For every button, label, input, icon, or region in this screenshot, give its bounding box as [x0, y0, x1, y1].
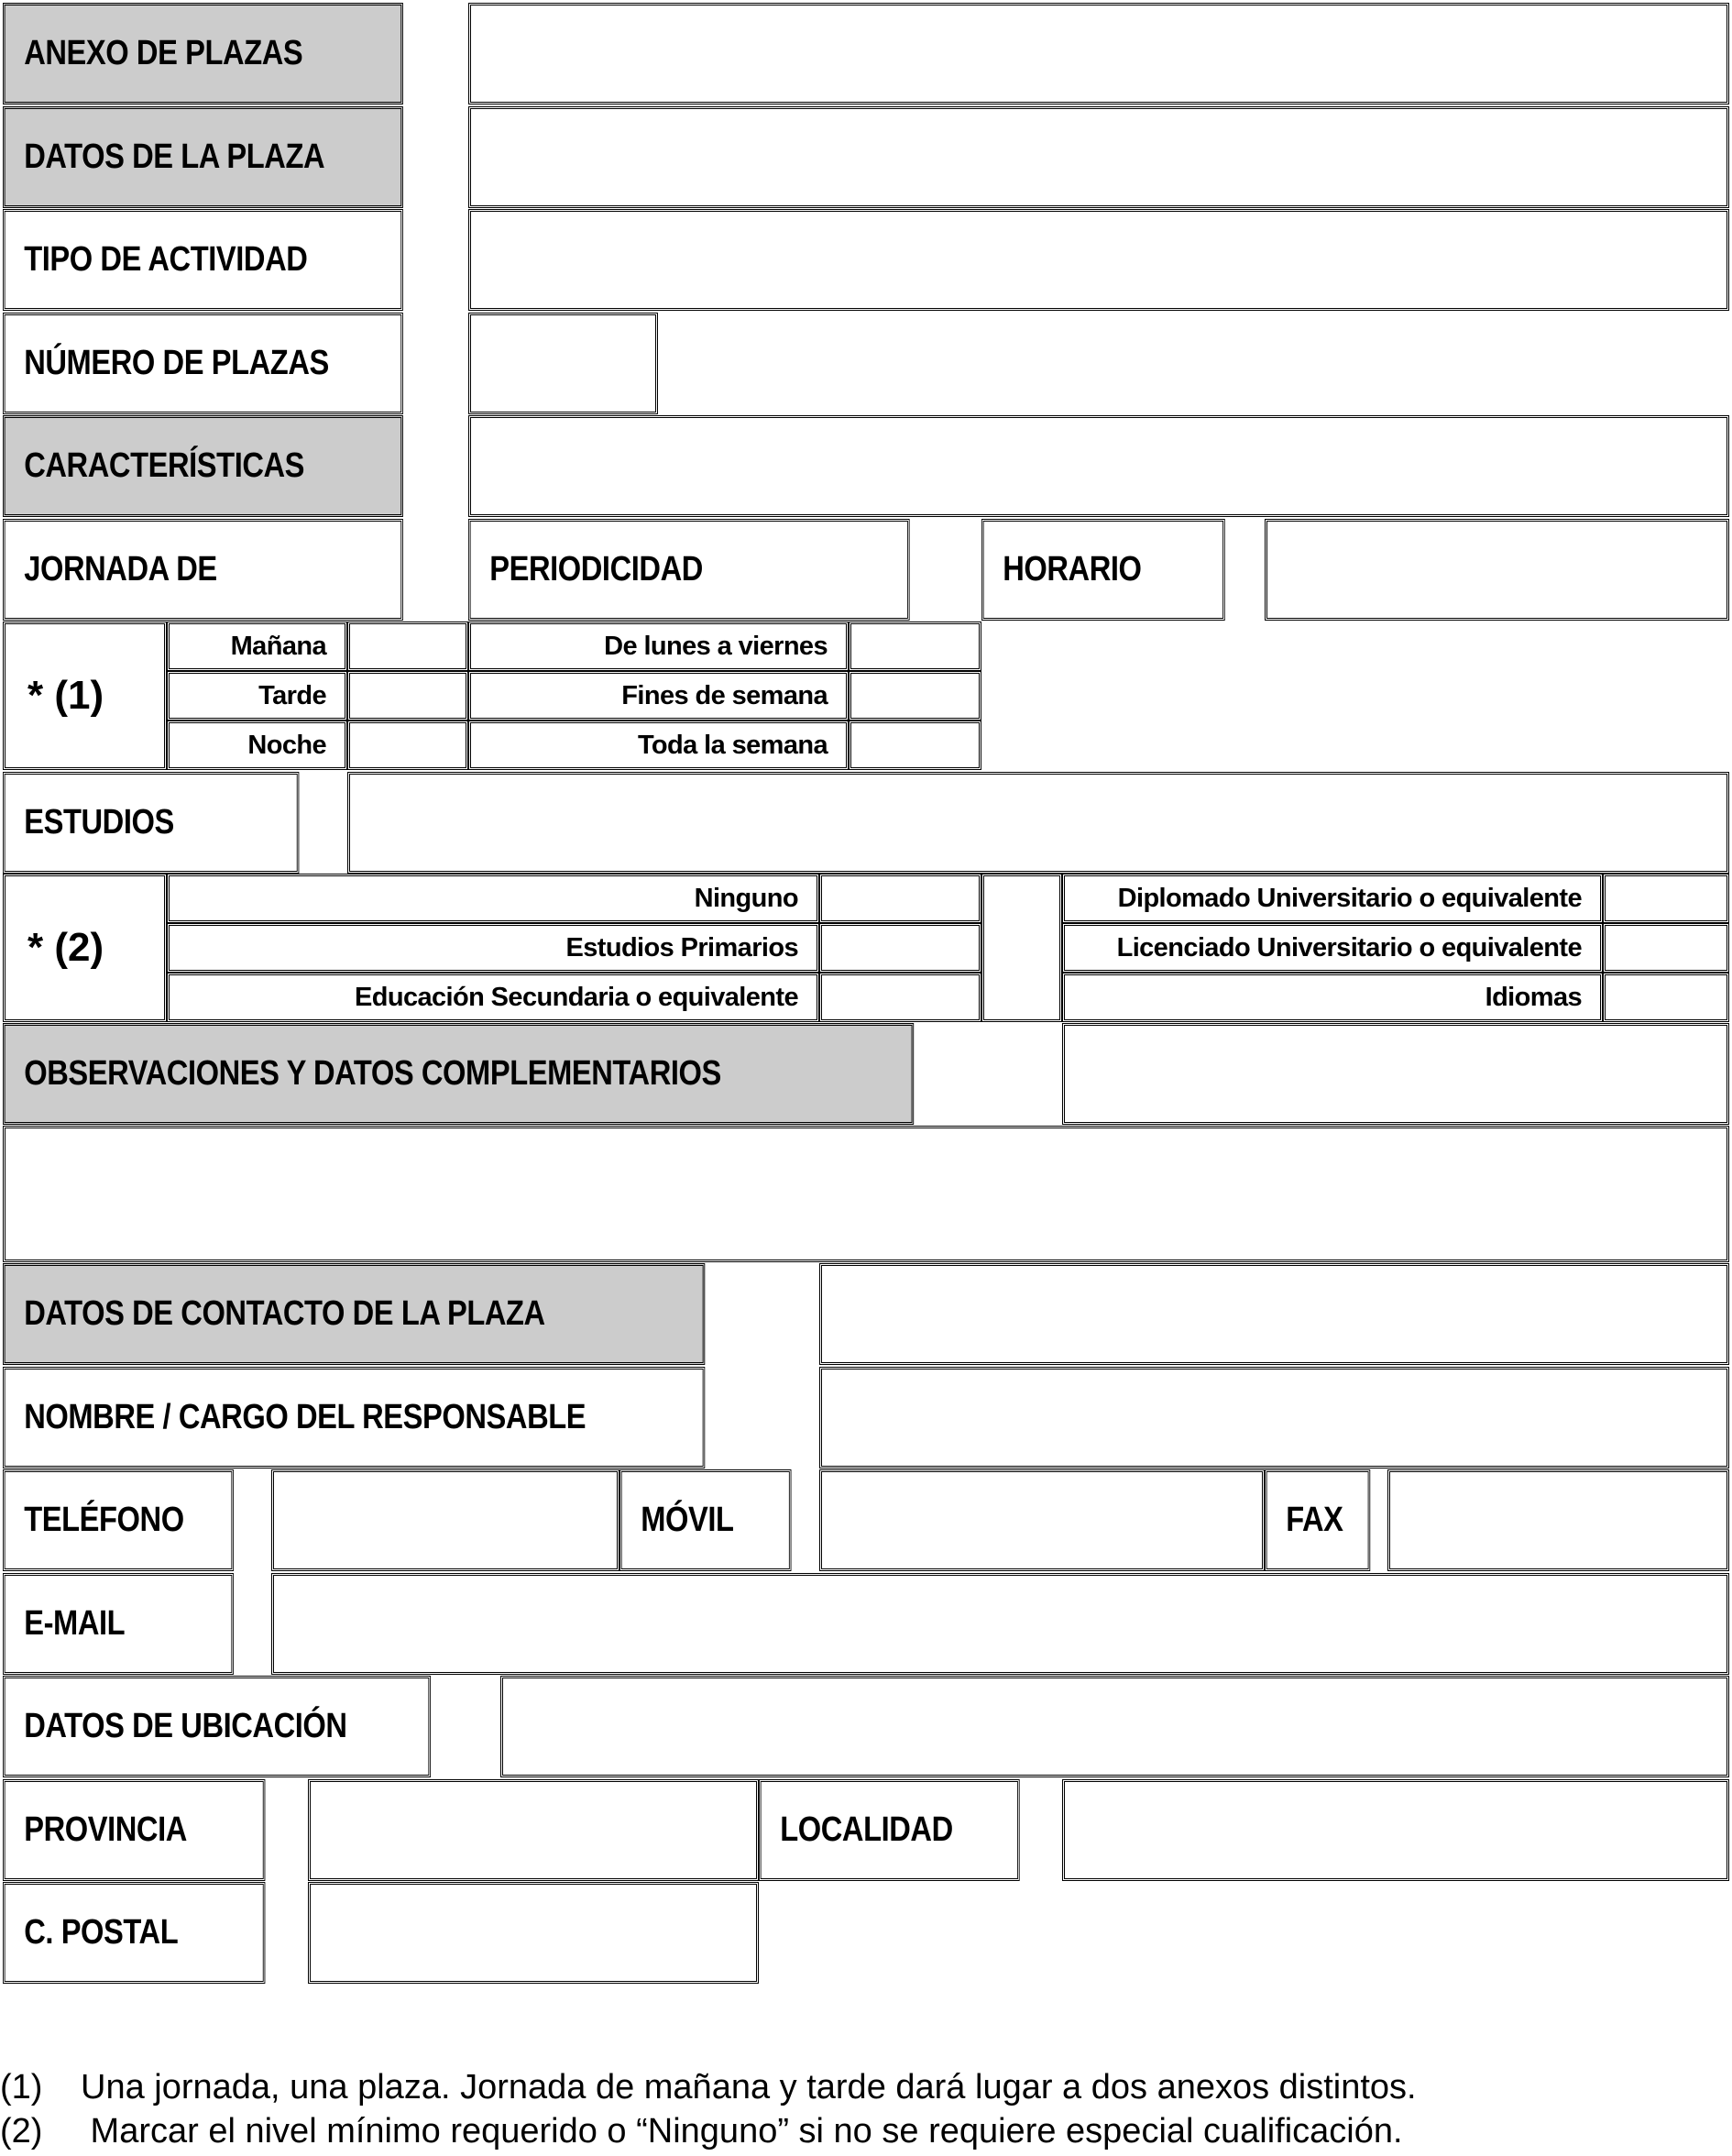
- periodicidad-option-toda-semana: Toda la semana: [637, 730, 828, 760]
- fax-text: FAX: [1286, 1501, 1343, 1539]
- jornada-option-noche: Noche: [247, 730, 326, 760]
- estudios-marker-text: * (2): [27, 925, 104, 970]
- estudios-option-label: [1062, 874, 1603, 923]
- estudios-option-ninguno: Ninguno: [694, 883, 798, 913]
- estudios-option-diplomado: Diplomado Universitario o equivalente: [1117, 883, 1582, 913]
- email-label: [3, 1573, 234, 1675]
- horario-text: HORARIO: [1003, 550, 1142, 588]
- tipo-actividad-label: [3, 209, 403, 311]
- telefono-text: TELÉFONO: [24, 1501, 184, 1539]
- estudios-label: [3, 772, 299, 874]
- numero-plazas-field[interactable]: [468, 313, 658, 414]
- estudios-spacer: [981, 874, 1062, 1022]
- fax-label: [1265, 1469, 1370, 1571]
- estudios-ninguno-checkbox[interactable]: [819, 874, 981, 923]
- datos-ubicacion-text: DATOS DE UBICACIÓN: [24, 1707, 347, 1745]
- jornada-de-label: [3, 519, 403, 621]
- datos-contacto-title: DATOS DE CONTACTO DE LA PLAZA: [24, 1294, 545, 1333]
- estudios-option-label: [1062, 923, 1603, 973]
- estudios-field[interactable]: [347, 772, 1729, 874]
- datos-plaza-header: [3, 106, 403, 208]
- caracteristicas-header: [3, 415, 403, 517]
- observaciones-title: OBSERVACIONES Y DATOS COMPLEMENTARIOS: [24, 1054, 721, 1093]
- periodicidad-option-lunes-viernes: De lunes a viernes: [604, 631, 828, 661]
- estudios-option-primarios: Estudios Primarios: [565, 932, 798, 962]
- estudios-text: ESTUDIOS: [24, 803, 174, 842]
- tipo-actividad-field[interactable]: [468, 209, 1729, 311]
- estudios-idiomas-checkbox[interactable]: [1603, 973, 1729, 1022]
- periodicidad-text: PERIODICIDAD: [489, 550, 703, 588]
- provincia-label: [3, 1779, 265, 1881]
- datos-plaza-title: DATOS DE LA PLAZA: [24, 138, 325, 176]
- jornada-option-label: [167, 622, 347, 671]
- caracteristicas-title: CARACTERÍSTICAS: [24, 446, 305, 485]
- periodicidad-option-fines-semana: Fines de semana: [621, 680, 828, 710]
- numero-plazas-text: NÚMERO DE PLAZAS: [24, 344, 329, 382]
- estudios-marker: [3, 874, 167, 1022]
- datos-contacto-header: [3, 1263, 705, 1365]
- jornada-marker-text: * (1): [27, 673, 104, 718]
- estudios-primarios-checkbox[interactable]: [819, 923, 981, 973]
- horario-label: [981, 519, 1225, 621]
- estudios-option-label: [167, 923, 819, 973]
- anexo-field[interactable]: [468, 3, 1729, 104]
- telefono-label: [3, 1469, 234, 1571]
- telefono-field[interactable]: [271, 1469, 619, 1571]
- estudios-licenciado-checkbox[interactable]: [1603, 923, 1729, 973]
- estudios-option-licenciado: Licenciado Universitario o equivalente: [1116, 932, 1582, 962]
- caracteristicas-field[interactable]: [468, 415, 1729, 517]
- jornada-option-tarde: Tarde: [258, 680, 326, 710]
- estudios-secundaria-checkbox[interactable]: [819, 973, 981, 1022]
- datos-ubicacion-field[interactable]: [500, 1676, 1729, 1777]
- periodicidad-toda-semana-checkbox[interactable]: [849, 720, 981, 770]
- estudios-option-label: [1062, 973, 1603, 1022]
- periodicidad-label: [468, 519, 910, 621]
- jornada-option-label: [167, 671, 347, 720]
- footnote-text: Una jornada, una plaza. Jornada de mañana y tarde dará lugar a dos anexos distintos.: [81, 2068, 1417, 2106]
- estudios-option-idiomas: Idiomas: [1485, 982, 1582, 1012]
- provincia-text: PROVINCIA: [24, 1810, 187, 1849]
- anexo-header: [3, 3, 403, 104]
- localidad-text: LOCALIDAD: [780, 1810, 953, 1849]
- tipo-actividad-text: TIPO DE ACTIVIDAD: [24, 240, 308, 279]
- movil-label: [619, 1469, 791, 1571]
- estudios-option-label: [167, 973, 819, 1022]
- cpostal-field[interactable]: [308, 1882, 759, 1984]
- cpostal-label: [3, 1882, 265, 1984]
- footnote-1: [0, 2068, 1417, 2107]
- footnote-2: [0, 2112, 1403, 2151]
- footnote-number: (2): [0, 2112, 43, 2150]
- datos-ubicacion-label: [3, 1676, 431, 1777]
- email-field[interactable]: [271, 1573, 1729, 1675]
- observaciones-textarea[interactable]: [3, 1126, 1729, 1262]
- localidad-field[interactable]: [1062, 1779, 1729, 1881]
- cpostal-text: C. POSTAL: [24, 1913, 179, 1952]
- email-text: E-MAIL: [24, 1604, 126, 1643]
- jornada-tarde-checkbox[interactable]: [347, 671, 468, 720]
- movil-field[interactable]: [819, 1469, 1265, 1571]
- estudios-diplomado-checkbox[interactable]: [1603, 874, 1729, 923]
- nombre-cargo-field[interactable]: [819, 1367, 1729, 1468]
- jornada-marker: [3, 622, 167, 770]
- nombre-cargo-text: NOMBRE / CARGO DEL RESPONSABLE: [24, 1398, 586, 1436]
- jornada-option-label: [167, 720, 347, 770]
- anexo-title: ANEXO DE PLAZAS: [24, 34, 303, 72]
- periodicidad-lunes-viernes-checkbox[interactable]: [849, 622, 981, 671]
- periodicidad-option-label: [468, 671, 849, 720]
- estudios-option-secundaria: Educación Secundaria o equivalente: [354, 982, 798, 1012]
- provincia-field[interactable]: [308, 1779, 759, 1881]
- observaciones-header: [3, 1023, 914, 1125]
- horario-field[interactable]: [1265, 519, 1729, 621]
- observaciones-side-field[interactable]: [1062, 1023, 1729, 1125]
- periodicidad-option-label: [468, 720, 849, 770]
- periodicidad-fines-semana-checkbox[interactable]: [849, 671, 981, 720]
- nombre-cargo-label: [3, 1367, 705, 1468]
- jornada-manana-checkbox[interactable]: [347, 622, 468, 671]
- jornada-noche-checkbox[interactable]: [347, 720, 468, 770]
- periodicidad-option-label: [468, 622, 849, 671]
- datos-contacto-field[interactable]: [819, 1263, 1729, 1365]
- localidad-label: [759, 1779, 1020, 1881]
- footnote-number: (1): [0, 2068, 43, 2106]
- datos-plaza-field[interactable]: [468, 106, 1729, 208]
- estudios-option-label: [167, 874, 819, 923]
- jornada-de-text: JORNADA DE: [24, 550, 217, 588]
- numero-plazas-label: [3, 313, 403, 414]
- movil-text: MÓVIL: [641, 1501, 734, 1539]
- fax-field[interactable]: [1387, 1469, 1729, 1571]
- footnote-text: Marcar el nivel mínimo requerido o “Ninguno” si no se requiere especial cualificación.: [81, 2112, 1403, 2150]
- jornada-option-manana: Mañana: [230, 631, 326, 661]
